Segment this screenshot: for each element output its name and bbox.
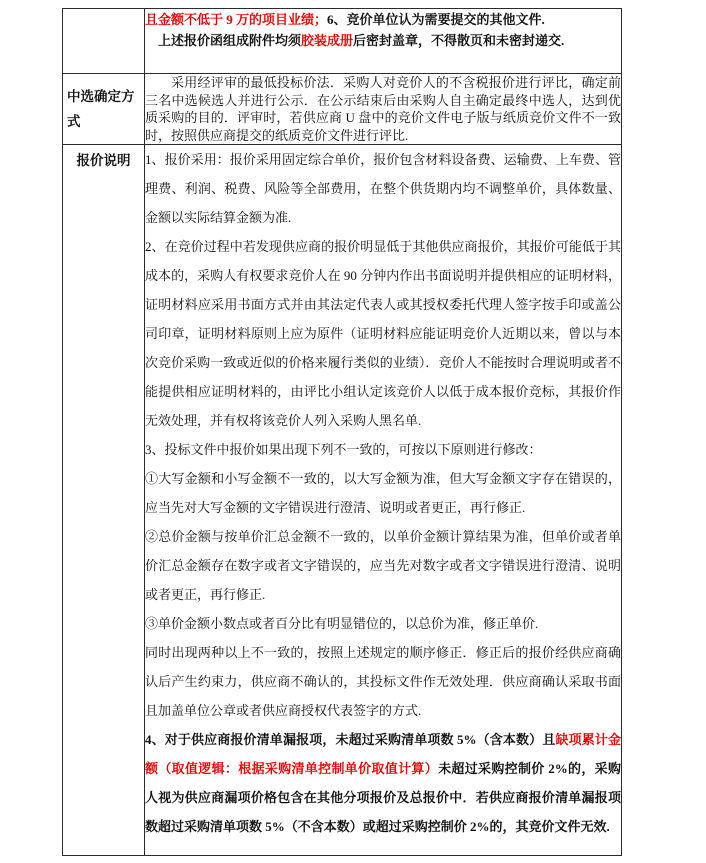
text-segment: 2、在竞价过程中若发现供应商的报价明显低于其他供应商报价，其报价可能低于其成本的，采购人有权要求竞价人在 90 分钟内作出书面说明并提供相应的证明材料，证明材料应采用书面方式并由其法定代表人或其授权委托代理人签字按手印或盖公司印章，证明材料原则上应为原件（证明材料应能证明竞价人近期以来，曾以与本次竞价采购一致或近似的价格来履行类似的业绩）．竞价人不能按时合理说明或者不能提供相应证明材料的，由评比小组认定该竞价人以低于成本报价竞标，其报价作无效处理，并有权将该竞价人列入采购人黑名单. bbox=[145, 239, 621, 429]
text-segment: ③单价金额小数点或者百分比有明显错位的，以总价为准，修正单价. bbox=[145, 616, 539, 632]
red-text-segment: 胶装成册 bbox=[301, 33, 354, 48]
selection-method-row bbox=[63, 74, 622, 145]
text-segment: ②总价金额与按单价汇总金额不一致的，以单价金额计算结果为准，但单价或者单价汇总金额存在数字或者文字错误的，应当先对数字或者文字错误进行澄清、说明或者更正，再行修正. bbox=[145, 529, 621, 603]
text-segment: 6、竞价单位认为需要提交的其他文件. bbox=[327, 12, 545, 27]
attachment-requirements-row bbox=[63, 9, 622, 74]
paragraph bbox=[145, 609, 621, 638]
text-segment: ①大写金额和小写金额不一致的，以大写金额为准，但大写金额文字存在错误的，应当先对大写金额的文字错误进行澄清、说明或者更正，再行修正. bbox=[145, 471, 621, 516]
text-segment: 同时出现两种以上不一致的，按照上述规定的顺序修正．修正后的报价经供应商确认后产生约束力，供应商不确认的，其投标文件作无效处理．供应商确认采取书面且加盖单位公章或者供应商授权代表签字的方式. bbox=[145, 645, 621, 719]
procurement-terms-table bbox=[62, 8, 622, 856]
text-segment: 上述报价函组成附件均须 bbox=[158, 33, 302, 48]
text-segment: 1、报价采用：报价采用固定综合单价，报价包含材料设备费、运输费、上车费、管理费、利润、税费、风险等全部费用，在整个供货期内均不调整单价，具体数量、金额以实际结算金额为准. bbox=[145, 152, 621, 226]
paragraph bbox=[145, 464, 621, 522]
row-header-cell bbox=[63, 9, 145, 74]
paragraph bbox=[145, 74, 621, 144]
row-content-cell bbox=[145, 9, 622, 74]
text-segment: 4、对于供应商报价清单漏报项，未超过采购清单项数 5%（含本数）且 bbox=[145, 732, 556, 748]
quotation-notes-row bbox=[63, 145, 622, 856]
text-segment: 后密封盖章，不得散页和未密封递交. bbox=[353, 33, 565, 48]
row-content-cell bbox=[145, 145, 622, 856]
row-header-cell: 报价说明 bbox=[63, 145, 145, 856]
table-body bbox=[63, 9, 622, 856]
paragraph bbox=[145, 30, 621, 51]
red-text-segment: 且金额不低于 9 万的项目业绩； bbox=[145, 12, 328, 27]
paragraph bbox=[145, 9, 621, 30]
red-text-segment: 缺项累计金额（取值逻辑：根据采购清单控制单价取值计算） bbox=[145, 732, 621, 777]
row-header-cell: 中选确定方式 bbox=[63, 74, 145, 145]
paragraph bbox=[145, 638, 621, 725]
paragraph bbox=[145, 725, 621, 841]
paragraph bbox=[145, 522, 621, 609]
text-segment: 未超过采购控制价 2%的，采购人视为供应商漏项价格包含在其他分项报价及总报价中．若供应商报价清单漏报项数超过采购清单项数 5%（不含本数）或超过采购控制价 2%的，其竞价文件无效. bbox=[145, 761, 621, 835]
row-content-cell bbox=[145, 74, 622, 145]
paragraph bbox=[145, 145, 621, 232]
paragraph bbox=[145, 232, 621, 435]
text-segment: 采用经评审的最低投标价法．采购人对竞价人的不含税报价进行评比，确定前三名中选候选人并进行公示．在公示结束后由采购人自主确定最终中选人，达到优质采购的目的．评审时，若供应商 U 盘中的竞价文件电子版与纸质竞价文件不一致时，按照供应商提交的纸质竞价文件进行评比. bbox=[145, 75, 621, 143]
text-segment: 3、投标文件中报价如果出现下列不一致的，可按以下原则进行修改： bbox=[145, 442, 542, 458]
paragraph bbox=[145, 435, 621, 464]
